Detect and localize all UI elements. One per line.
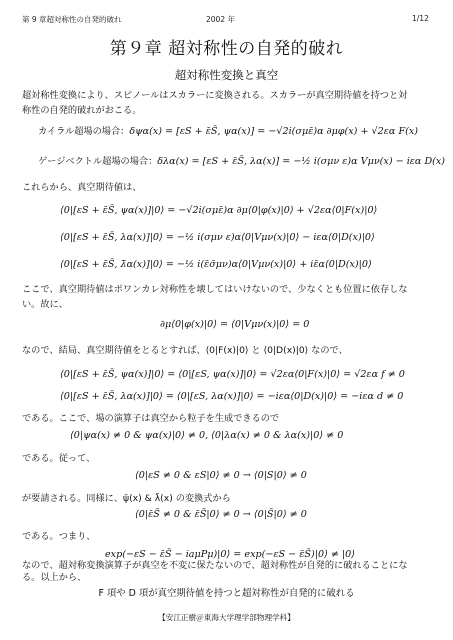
namely-line: である。つまり、	[22, 531, 96, 542]
required-line: が要請される。同様に、ψ̄(x) & λ̄(x) の変換式から	[22, 493, 231, 504]
result-equation-2: ⟨0|[εS + ε̄S̄, λα(x)]|0⟩ = ⟨0|[εS, λα(x)]|0⟩ = −iεα⟨0|D(x)|0⟩ = −iεα d ≠ 0	[60, 391, 404, 402]
gauge-equation-line	[38, 153, 445, 167]
then-line: これらから、真空期待値は、	[22, 182, 142, 193]
field-line: である。ここで、場の演算子は真空から粒子を生成できるので	[22, 413, 280, 424]
chiral-equation-line	[38, 123, 418, 137]
header-year: 2002 年	[206, 15, 235, 24]
therefore-line: である。従って、	[22, 453, 96, 464]
intro-line-2: 称性の自発的破れがおこる。	[22, 105, 142, 116]
result-line: なので、結局、真空期待値をとるとすれば、⟨0|F(x)|0⟩ と ⟨0|D(x)|0⟩ なので、	[22, 345, 348, 356]
conclusion-line-1: なので、超対称変換演算子が真空を不変に保たないので、超対称性が自発的に破れることにな	[22, 560, 408, 571]
conclusion-line-2: る。以上から、	[22, 572, 87, 583]
gauge-label: ゲージベクトル超場の場合：	[38, 156, 158, 167]
vev-equation-2: ⟨0|[εS + ε̄S̄, λα(x)]|0⟩ = −½ i(σμν ε)α⟨0|Vμν(x)|0⟩ − iεα⟨0|D(x)|0⟩	[60, 232, 375, 243]
sbar-equation: ⟨0|ε̄S̄ ≠ 0 & ε̄S̄|0⟩ ≠ 0 → ⟨0|S̄|0⟩ ≠ 0	[135, 509, 307, 520]
exp-equation: exp(−εS − ε̄S̄ − iaμPμ)|0⟩ = exp(−εS − ε̄S̄)|0⟩ ≠ |0⟩	[105, 549, 356, 560]
page-title: 第９章 超対称性の自発的破れ	[109, 39, 344, 59]
chiral-label: カイラル超場の場合：	[38, 126, 130, 137]
s-equation: ⟨0|εS ≠ 0 & εS|0⟩ ≠ 0 → ⟨0|S|0⟩ ≠ 0	[135, 470, 307, 481]
lorentz-line-1: ここで、真空期待値はポワンカレ対称性を壊してはいけないので、少なくとも位置に依存しな	[22, 284, 408, 295]
closing-statement: F 項や D 項が真空期待値を持つと超対称性が自発的に破れる	[98, 588, 355, 599]
section-title: 超対称性変換と真空	[174, 68, 279, 82]
vev-equation-3: ⟨0|[εS + ε̄S̄, λ̄α(x)]|0⟩ = −½ i(ε̄σ̄μν)α⟨0|Vμν(x)|0⟩ + iε̄α⟨0|D(x)|0⟩	[60, 259, 372, 270]
header-page-number: 1/12	[412, 14, 429, 23]
vev-equation-1: ⟨0|[εS + ε̄S̄, ψα(x)]|0⟩ = −√2i(σμε̄)α ∂μ⟨0|φ(x)|0⟩ + √2εα⟨0|F(x)|0⟩	[60, 205, 378, 216]
field-equation: ⟨0|ψα(x) ≠ 0 & ψα(x)|0⟩ ≠ 0, ⟨0|λα(x) ≠ 0 & λα(x)|0⟩ ≠ 0	[70, 430, 344, 441]
footer-author: 【安江正樹＠東海大学理学部物理学科】	[158, 613, 295, 622]
intro-line-1: 超対称性変換により、スピノールはスカラーに変換される。スカラーが真空期待値を持つと対	[22, 90, 408, 101]
gauge-equation: δλα(x) = [εS + ε̄S̄, λα(x)] = −½ i(σμν ε)α Vμν(x) − iεα D(x)	[157, 156, 446, 167]
result-equation-1: ⟨0|[εS + ε̄S̄, ψα(x)]|0⟩ = ⟨0|[εS, ψα(x)]|0⟩ = √2εα⟨0|F(x)|0⟩ = √2εα f ≠ 0	[60, 369, 405, 380]
lorentz-equation: ∂μ⟨0|φ(x)|0⟩ = ⟨0|Vμν(x)|0⟩ = 0	[160, 319, 310, 330]
lorentz-line-2: い。故に、	[22, 299, 68, 310]
header-chapter: 第 9 章超対称性の自発的破れ	[22, 15, 122, 24]
chiral-equation: δψα(x) = [εS + ε̄S̄, ψα(x)] = −√2i(σμε̄)α ∂μφ(x) + √2εα F(x)	[129, 126, 419, 137]
